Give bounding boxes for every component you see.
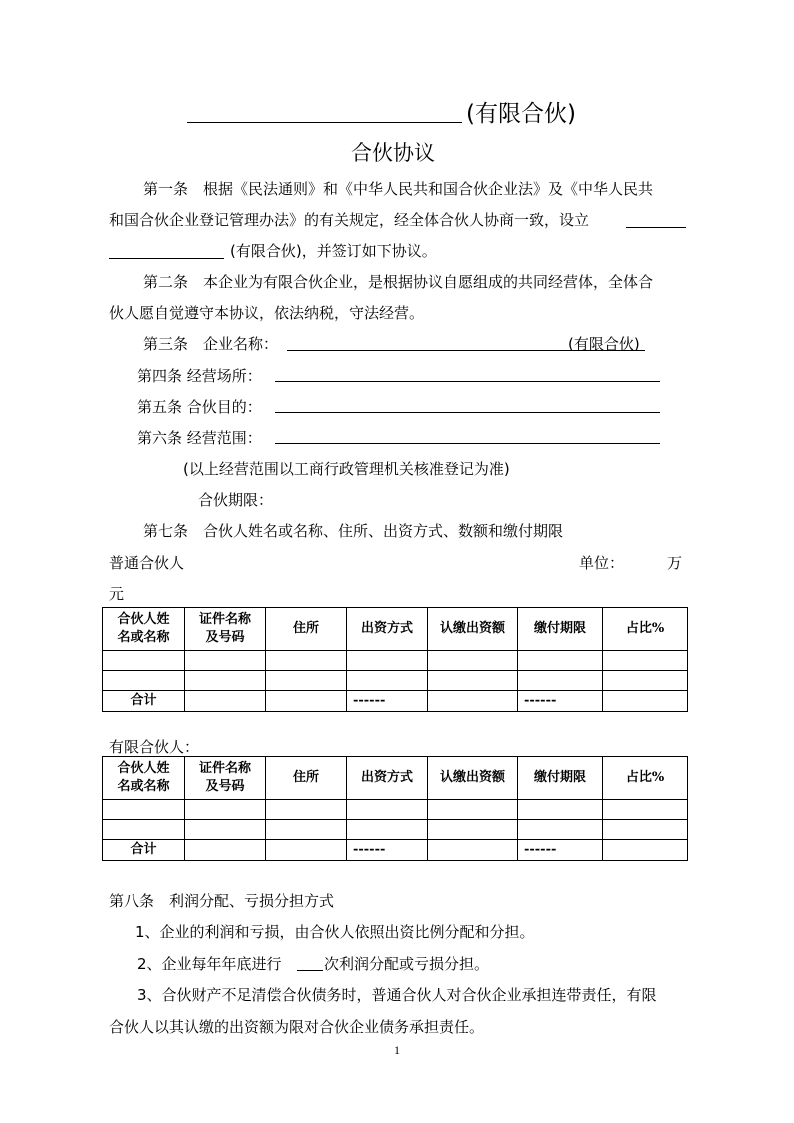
title-suffix: (有限合伙) [466, 101, 576, 127]
article-2-line-2: 伙人愿自觉遵守本协议，依法纳税，守法经营。 [109, 304, 425, 322]
table-cell[interactable] [428, 800, 518, 820]
header-payment-deadline: 缴付期限 [518, 757, 603, 800]
table-cell[interactable] [428, 691, 518, 712]
total-dash: ------ [518, 691, 603, 712]
table-cell[interactable] [266, 820, 347, 840]
limited-partner-label: 有限合伙人： [109, 738, 200, 756]
article-6-note: (以上经营范围以工商行政管理机关核准登记为准) [183, 460, 510, 478]
table-cell[interactable] [266, 691, 347, 712]
table-cell[interactable] [103, 671, 185, 691]
table-cell[interactable] [428, 820, 518, 840]
header-subscribed-amount: 认缴出资额 [428, 608, 518, 651]
article-8-clause-2-post: 次利润分配或亏损分担。 [324, 955, 490, 973]
header-address: 住所 [266, 608, 347, 651]
total-label: 合计 [103, 691, 185, 712]
table-cell[interactable] [428, 651, 518, 671]
total-dash: ------ [347, 840, 428, 861]
unit-wan: 万 [667, 554, 683, 572]
distribution-count-blank[interactable] [297, 970, 323, 971]
table-cell[interactable] [603, 820, 688, 840]
table-cell[interactable] [185, 671, 266, 691]
table-cell[interactable] [266, 671, 347, 691]
table-row[interactable] [103, 651, 688, 671]
partnership-purpose-field[interactable] [275, 412, 660, 413]
header-contribution-method: 出资方式 [347, 608, 428, 651]
partnership-term-label: 合伙期限： [198, 491, 274, 509]
table-cell[interactable] [428, 671, 518, 691]
table-cell[interactable] [603, 691, 688, 712]
table-header-row [103, 608, 688, 651]
article-1-line-3: (有限合伙)，并签订如下协议。 [230, 242, 437, 260]
table-cell[interactable] [185, 651, 266, 671]
table-cell[interactable] [347, 820, 428, 840]
unit-label: 单位： [579, 554, 625, 572]
header-percentage: 占比% [603, 757, 688, 800]
article-8-clause-2-pre: 2、企业每年年底进行 [137, 955, 282, 973]
article-8-clause-1: 1、企业的利润和亏损，由合伙人依照出资比例分配和分担。 [135, 923, 535, 941]
header-subscribed-amount: 认缴出资额 [428, 757, 518, 800]
header-address: 住所 [266, 757, 347, 800]
total-dash: ------ [347, 691, 428, 712]
table-cell[interactable] [347, 800, 428, 820]
article-2-line-1: 第二条 本企业为有限合伙企业，是根据协议自愿组成的共同经营体，全体合 [143, 273, 654, 291]
header-id-document: 证件名称 及号码 [185, 757, 266, 800]
table-cell[interactable] [185, 800, 266, 820]
enterprise-name-blank[interactable] [187, 122, 462, 123]
header-partner-name: 合伙人姓 名或名称 [103, 608, 185, 651]
article-4-label: 第四条 经营场所： [137, 367, 262, 385]
header-contribution-method: 出资方式 [347, 757, 428, 800]
article-1-blank-a[interactable] [626, 227, 686, 228]
header-partner-name: 合伙人姓 名或名称 [103, 757, 185, 800]
total-dash: ------ [518, 840, 603, 861]
table-cell[interactable] [347, 671, 428, 691]
article-8-clause-3-line-2: 合伙人以其认缴的出资额为限对合伙企业债务承担责任。 [109, 1018, 485, 1036]
article-6-label: 第六条 经营范围： [137, 429, 262, 447]
table-total-row [103, 840, 688, 861]
total-label: 合计 [103, 840, 185, 861]
header-id-document: 证件名称 及号码 [185, 608, 266, 651]
table-header-row [103, 757, 688, 800]
table-cell[interactable] [518, 820, 603, 840]
business-scope-field[interactable] [275, 443, 660, 444]
article-3-suffix: (有限合伙) [568, 335, 640, 353]
table-row[interactable] [103, 820, 688, 840]
table-cell[interactable] [266, 800, 347, 820]
page-title: 合伙协议 [351, 141, 435, 165]
general-partner-table [102, 607, 688, 712]
article-8-clause-3-line-1: 3、合伙财产不足清偿合伙债务时，普通合伙人对合伙企业承担连带责任，有限 [137, 986, 657, 1004]
table-total-row [103, 691, 688, 712]
table-cell[interactable] [518, 671, 603, 691]
article-1-blank-b[interactable] [109, 258, 224, 259]
limited-partner-table [102, 756, 688, 861]
unit-yuan: 元 [109, 585, 125, 603]
table-cell[interactable] [603, 800, 688, 820]
article-7-title: 第七条 合伙人姓名或名称、住所、出资方式、数额和缴付期限 [143, 522, 564, 540]
table-cell[interactable] [518, 800, 603, 820]
table-cell[interactable] [103, 651, 185, 671]
article-5-label: 第五条 合伙目的： [137, 398, 262, 416]
article-8-title: 第八条 利润分配、亏损分担方式 [109, 892, 335, 910]
table-cell[interactable] [103, 800, 185, 820]
table-cell[interactable] [428, 840, 518, 861]
table-cell[interactable] [266, 840, 347, 861]
table-cell[interactable] [347, 651, 428, 671]
table-row[interactable] [103, 671, 688, 691]
article-3-label: 第三条 企业名称： [143, 335, 279, 353]
table-cell[interactable] [603, 651, 688, 671]
article-1-line-2: 和国合伙企业登记管理办法》的有关规定，经全体合伙人协商一致，设立 [109, 211, 590, 229]
header-payment-deadline: 缴付期限 [518, 608, 603, 651]
table-cell[interactable] [103, 820, 185, 840]
general-partner-label: 普通合伙人 [109, 554, 185, 572]
table-cell[interactable] [185, 691, 266, 712]
table-cell[interactable] [185, 840, 266, 861]
article-1-line-1: 第一条 根据《民法通则》和《中华人民共和国合伙企业法》及《中华人民共 [143, 180, 654, 198]
table-row[interactable] [103, 800, 688, 820]
table-cell[interactable] [185, 820, 266, 840]
page-number: 1 [394, 1043, 400, 1057]
table-cell[interactable] [518, 651, 603, 671]
table-cell[interactable] [603, 671, 688, 691]
table-cell[interactable] [603, 840, 688, 861]
table-cell[interactable] [266, 651, 347, 671]
header-percentage: 占比% [603, 608, 688, 651]
business-address-field[interactable] [275, 381, 660, 382]
